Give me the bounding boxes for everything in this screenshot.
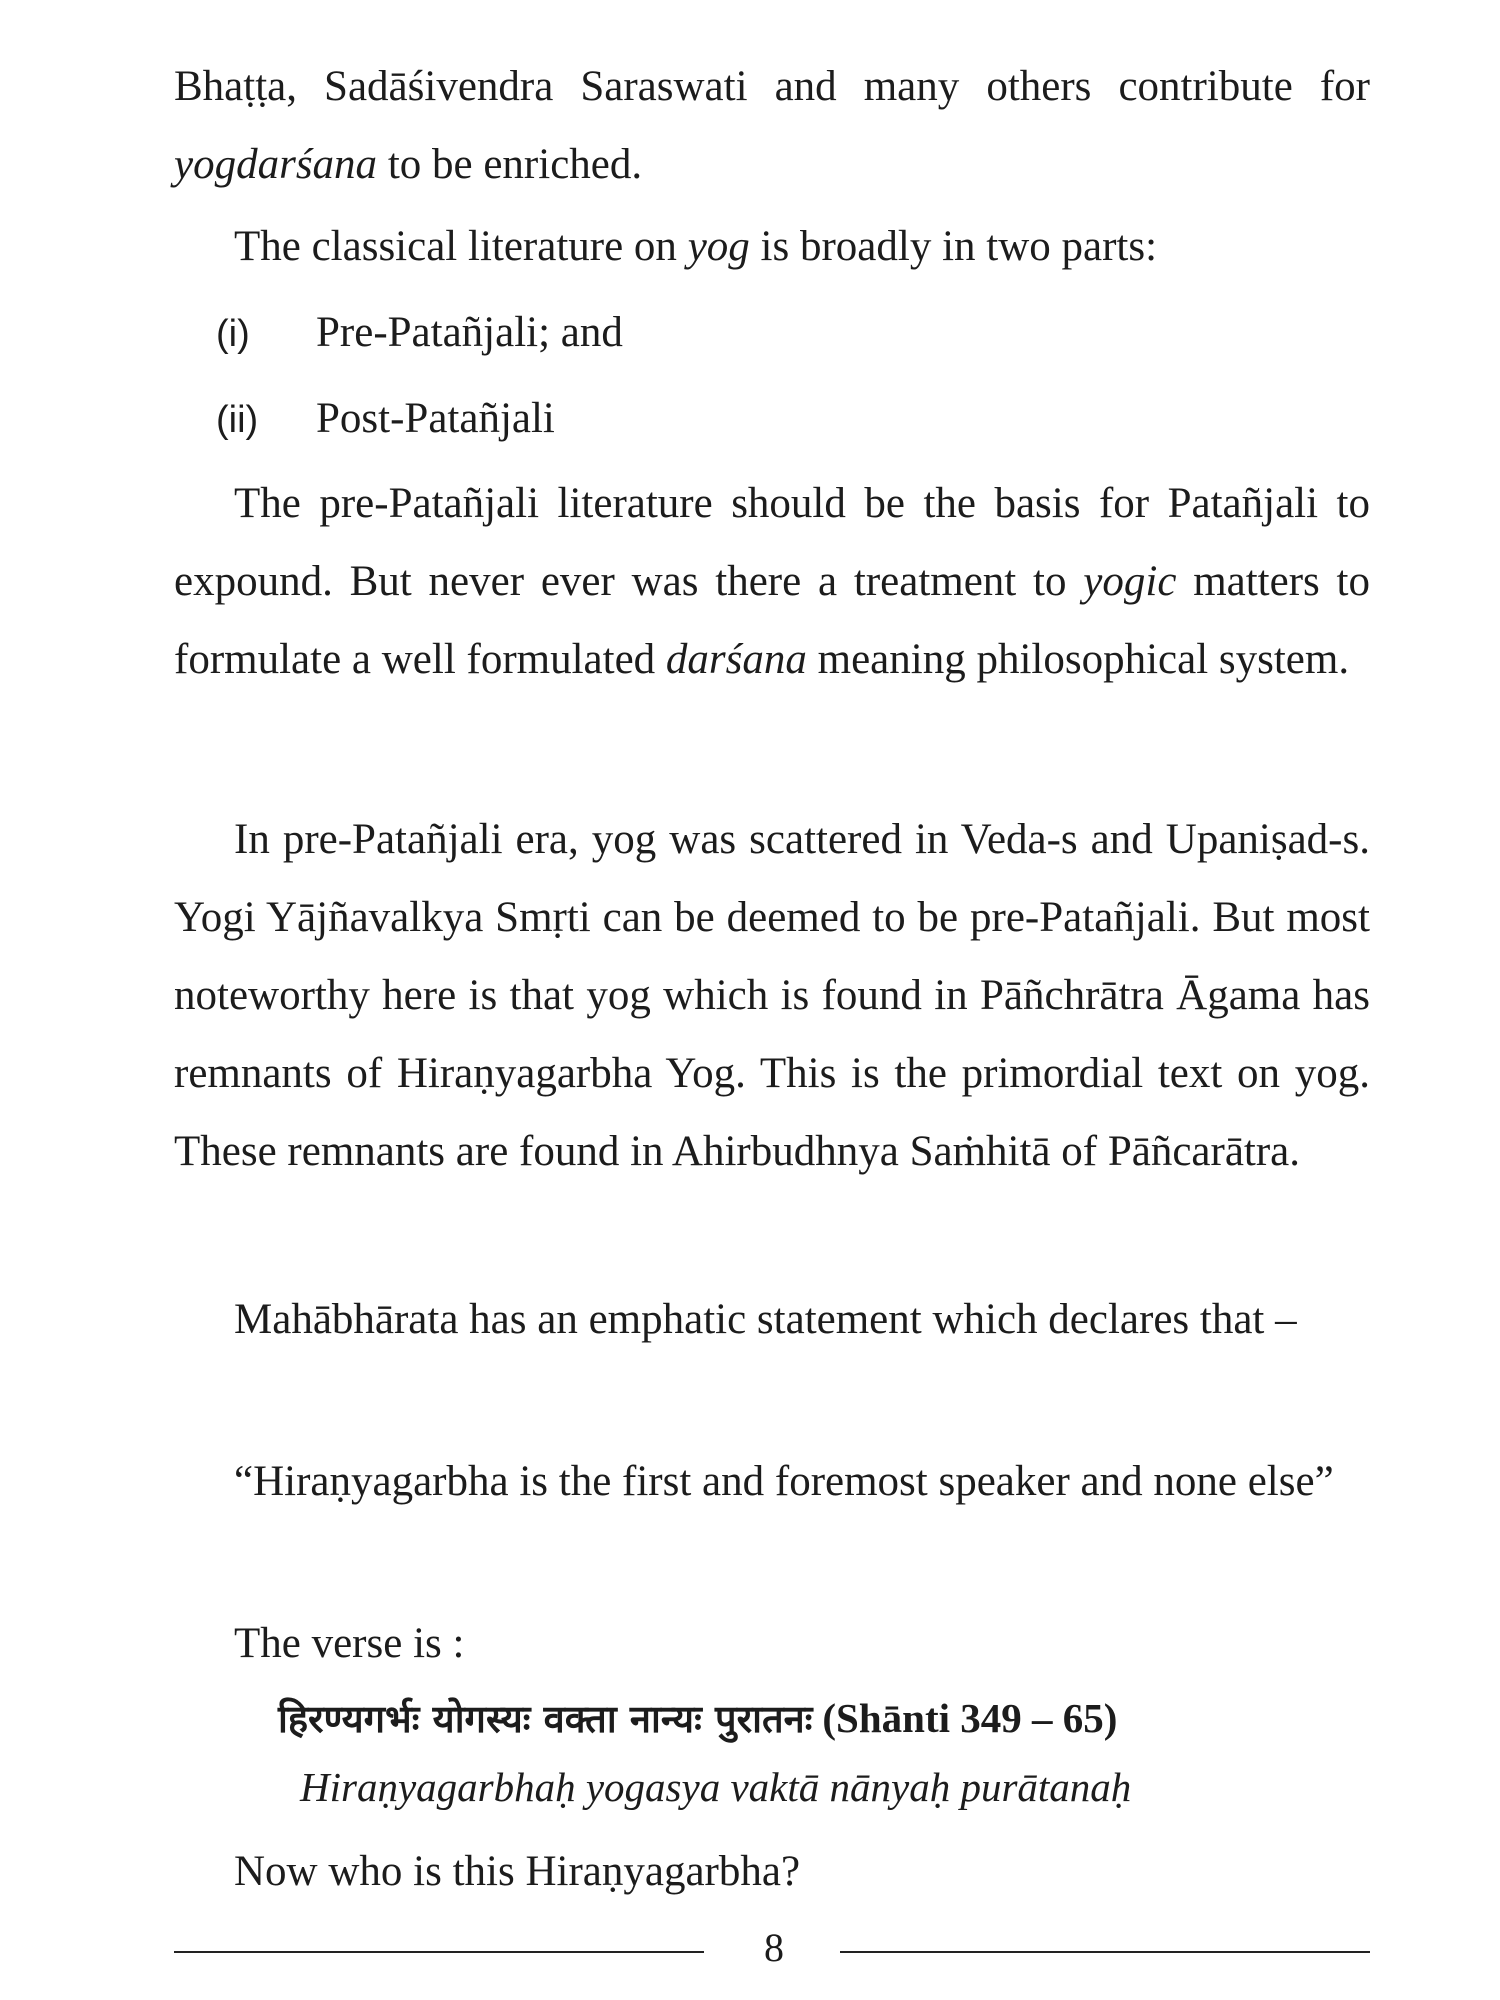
book-page bbox=[174, 0, 1370, 2000]
text-run: “Hiraṇyagarbha is the first and foremost speaker and none else” bbox=[234, 1458, 1334, 1505]
sanskrit-verse bbox=[278, 1686, 1117, 1751]
paragraph-pre-patanjali bbox=[174, 465, 1370, 699]
verse-reference: (Shānti 349 – 65) bbox=[822, 1695, 1118, 1741]
list-item-post-patanjali bbox=[216, 380, 555, 459]
paragraph-mahabharata bbox=[174, 1281, 1370, 1359]
text-run: matters to formulate a well formulated bbox=[174, 558, 1370, 683]
italic-term: yogic bbox=[1083, 558, 1177, 605]
paragraph-question bbox=[174, 1833, 1370, 1911]
paragraph-contributors bbox=[174, 48, 1370, 204]
italic-term: darśana bbox=[665, 636, 807, 683]
text-run: is broadly in two parts: bbox=[749, 223, 1158, 270]
text-run: The classical literature on bbox=[234, 223, 688, 270]
text-run: to be enriched. bbox=[377, 141, 643, 188]
text-run: The verse is : bbox=[234, 1620, 465, 1667]
text-run: The pre-Patañjali literature should be the basis for Patañjali to expound. But never ever was there a treatment to bbox=[174, 480, 1370, 605]
text-run: Bhaṭṭa, Sadāśivendra Saraswati and many others contribute for bbox=[174, 63, 1370, 110]
paragraph-verse-intro bbox=[174, 1605, 1370, 1683]
text-run: Now who is this Hiraṇyagarbha? bbox=[234, 1848, 801, 1895]
paragraph-quotation bbox=[174, 1443, 1370, 1521]
paragraph-classical-literature bbox=[174, 208, 1370, 286]
verse-transliteration: Hiraṇyagarbhaḥ yogasya vaktā nānyaḥ purātanaḥ bbox=[300, 1764, 1132, 1810]
verse-devanagari: हिरण्यगर्भः योगस्यः वक्ता नान्यः पुरातनः bbox=[278, 1697, 813, 1741]
text-run: In pre-Patañjali era, yog was scattered in Veda-s and Upaniṣad-s. Yogi Yājñavalkya Smṛti can be deemed to be pre-Patañjali. But most noteworthy here is that yog which is found in Pāñchrātra Āgama has remnants of Hiraṇyagarbha Yog. This is the primordial text on yog. These remnants are found in Ahirbudhnya Saṁhitā of Pāñcarātra. bbox=[174, 816, 1370, 1175]
footer-rule-left bbox=[174, 1951, 704, 1953]
text-run: Mahābhārata has an emphatic statement which declares that – bbox=[234, 1296, 1297, 1343]
italic-term: yogdarśana bbox=[174, 141, 378, 188]
list-item-pre-patanjali bbox=[216, 294, 623, 373]
italic-term: yog bbox=[687, 223, 750, 270]
list-number: (ii) bbox=[216, 399, 259, 441]
page-number: 8 bbox=[764, 1925, 784, 1970]
list-text: Post-Patañjali bbox=[316, 395, 555, 442]
list-text: Pre-Patañjali; and bbox=[316, 309, 623, 356]
list-number: (i) bbox=[216, 313, 250, 355]
paragraph-pre-patanjali-era bbox=[174, 801, 1370, 1191]
text-run: meaning philosophical system. bbox=[806, 636, 1350, 683]
footer-rule-right bbox=[840, 1951, 1370, 1953]
